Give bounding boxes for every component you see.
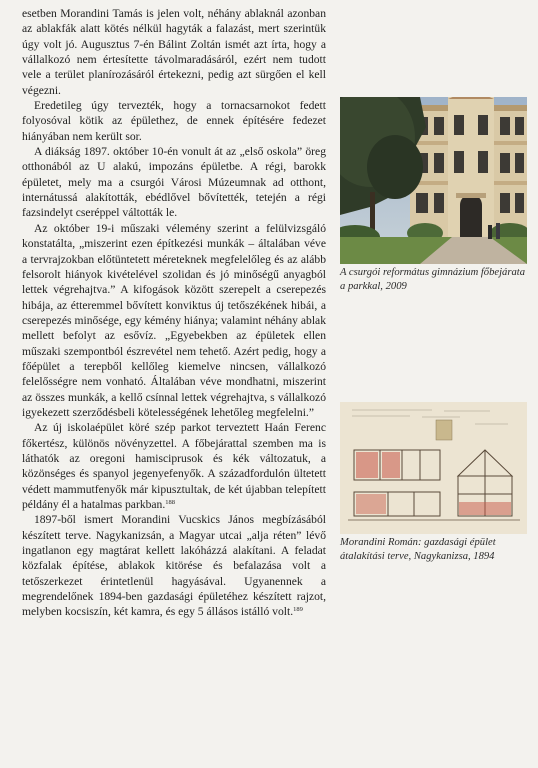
paragraph-2: Eredetileg úgy tervezték, hogy a tornacsarnokot fedett folyosóval kötik az épülethez, de ennek építésére fedezet hiányában nem került sor. — [22, 99, 326, 143]
school-building-photo — [340, 97, 527, 264]
paragraph-1: esetben Morandini Tamás is jelen volt, néhány ablaknál azonban az ablakfák alatt kötés nélkül hagyták a falazást, mert szerintük úgy volt jó. Augusztus 7-én Bálint Zoltán ismét azt írta, hogy a vállalkozó nem értesítette távolmaradásáról, ezért nem tudott vele a terület planírozásáról értekezni, pedig azt sürgően el kell végezni. — [22, 7, 326, 97]
footnote-ref-188[interactable]: 188 — [165, 499, 176, 506]
figure-building-plan — [340, 402, 527, 563]
paragraph-3: A diákság 1897. október 10-én vonult át az „első oskola” öreg otthonából az U alakú, impozáns épületbe. A régi, barokk épületet, mely ma a csurgói Városi Múzeumnak ad otthont, internátussá alakították, ebédlővel bővítették, tetején a régi fazsindelyt cseréppel váltották le. — [22, 145, 326, 220]
figure-caption-plan: Morandini Román: gazdasági épület átalakítási terve, Nagykanizsa, 1894 — [340, 537, 496, 562]
text-column — [22, 6, 326, 620]
figure-school-photo — [340, 97, 527, 293]
footnote-ref-189[interactable]: 189 — [293, 606, 303, 614]
figure-caption-photo: A csurgói református gimnázium főbejárata a parkkal, 2009 — [340, 267, 526, 292]
paragraph-5: Az új iskolaépület köré szép parkot terveztett Haán Ferenc főkertész, különös növényzettel. A főbejárattal szemben ma is láthatók az oregoni hamisciprusok és kék változatuk, a közönséges és spanyol jegenyefenyők. A századfordulón ültetett védett mammutfenyők már kipusztultak, de két újabban telepített példány él a hatalmas parkban.$^{188}$ — [22, 421, 326, 511]
paragraph-4: Az október 19-i műszaki vélemény szerint a felülvizsgáló konstatálta, „miszerint ezen építkezési munkák – általában véve a tervrajzokban előtüntetett méreteknek megfelelőleg és az alább felsorolt hiányok kivételével szolidan és jó minőségű anyagból lettek végrehajtva.” A kifogások között szerepelt a cserepezés hibája, az étteremmel bővített konviktus új tetőszékének hibái, a cserepezés minősége, egy kémény hiánya; valamint néhány ablak mellett befolyt az esővíz. „Egyebekben az épületek ellen műszaki szempontból észrevétel nem tehető. Azért pedig, hogy a főépület a terepből kellőleg kiemelve nincsen, vállalkozó felelősségre nem vonható. Általában véve mondhatni, miszerint az összes munkák, a kellő csínnal lettek végrehajtva, s vállalkozó igyekezett szerződésbeli kötelességének lehetőleg megfelelni.” — [22, 221, 326, 419]
architectural-plan-drawing — [340, 402, 527, 534]
paragraph-6: 1897-ből ismert Morandini Vucskics János megbízásából készített terve. Nagykanizsán, a Magyar utcai „alja réten” lévő ingatlanon egy magtárat kellett lakóházzá alakítani. A feladat közfalak építése, ablakok kitörése és befalazása volt a tetőszerkezet érintetlenül hagyásával. Ugyanennek a megrendelőnek 1894-ben gazdasági épületéhez készített rajzot, melyben kocsiszín, két kamra, és egy 5 állásos istálló volt.$^{189}$ — [22, 513, 326, 619]
